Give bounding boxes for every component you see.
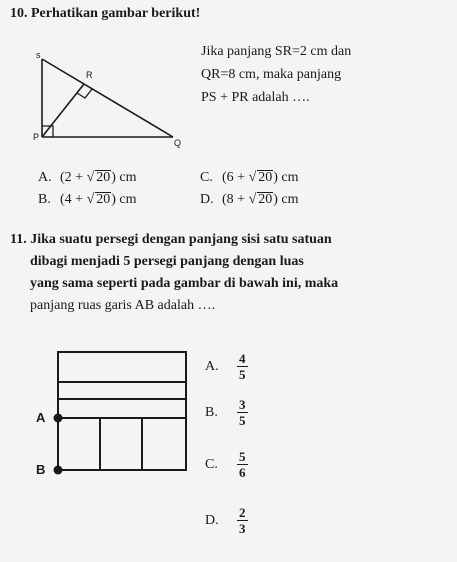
label-p: P bbox=[33, 132, 40, 142]
point-a bbox=[54, 414, 63, 423]
option-pre: (4 + bbox=[60, 192, 87, 207]
q11-option-d[interactable] bbox=[205, 506, 248, 535]
fraction: $\frac{4}{5}$ bbox=[239, 351, 246, 382]
option-letter: A. bbox=[38, 170, 52, 185]
q11-option-a[interactable] bbox=[205, 352, 248, 381]
square-figure bbox=[48, 350, 190, 475]
q10-option-a[interactable]: A. (2 + √ 20) cm bbox=[38, 170, 137, 185]
option-letter: D. bbox=[200, 192, 214, 207]
option-post: ) cm bbox=[273, 170, 299, 185]
option-letter: C. bbox=[205, 456, 218, 472]
altitude-pr bbox=[42, 84, 84, 137]
option-pre: (8 + bbox=[222, 192, 249, 207]
option-pre: (2 + bbox=[60, 170, 87, 185]
question-11-line-3: yang sama seperti pada gambar di bawah ini, maka bbox=[30, 276, 339, 291]
option-post: ) cm bbox=[111, 192, 137, 207]
option-letter: D. bbox=[205, 512, 219, 528]
outer-square bbox=[58, 352, 186, 470]
question-11-line-4: panjang ruas garis AB adalah …. bbox=[30, 298, 216, 313]
question-11-line-2: dibagi menjadi 5 persegi panjang dengan luas bbox=[30, 254, 304, 269]
label-a: A bbox=[36, 410, 46, 425]
label-q: Q bbox=[174, 138, 182, 148]
label-s: s bbox=[36, 50, 41, 60]
label-r: R bbox=[86, 70, 93, 80]
triangle-figure bbox=[28, 42, 193, 154]
fraction: $\frac{5}{6}$ bbox=[239, 449, 246, 480]
option-root: 20 bbox=[96, 192, 111, 207]
question-11-line-1: 11. Jika suatu persegi dengan panjang sisi satu satuan bbox=[10, 232, 332, 247]
option-letter: B. bbox=[38, 192, 51, 207]
label-b: B bbox=[36, 462, 46, 477]
option-root: 20 bbox=[258, 170, 273, 185]
q10-option-d[interactable]: D. (8 + √ 20) cm bbox=[200, 192, 299, 207]
option-letter: C. bbox=[200, 170, 213, 185]
option-root: 20 bbox=[258, 192, 273, 207]
question-10-line-1: Jika panjang SR=2 cm dan bbox=[201, 44, 352, 59]
q11-option-c[interactable] bbox=[205, 450, 248, 479]
point-b bbox=[54, 466, 63, 475]
question-10-title: 10. Perhatikan gambar berikut! bbox=[10, 6, 201, 21]
fraction: $\frac{2}{3}$ bbox=[239, 505, 246, 536]
question-10-line-3: PS + PR adalah …. bbox=[201, 90, 310, 105]
option-letter: B. bbox=[205, 404, 218, 420]
option-post: ) cm bbox=[273, 192, 299, 207]
q10-option-b[interactable]: B. (4 + √ 20) cm bbox=[38, 192, 137, 207]
side-sq bbox=[42, 59, 173, 137]
fraction: $\frac{3}{5}$ bbox=[239, 397, 246, 428]
option-post: ) cm bbox=[111, 170, 137, 185]
q10-option-c[interactable]: C. (6 + √ 20) cm bbox=[200, 170, 299, 185]
option-letter: A. bbox=[205, 358, 219, 374]
option-pre: (6 + bbox=[222, 170, 249, 185]
question-10-line-2: QR=8 cm, maka panjang bbox=[201, 67, 342, 82]
q11-option-b[interactable] bbox=[205, 398, 248, 427]
option-root: 20 bbox=[96, 170, 111, 185]
